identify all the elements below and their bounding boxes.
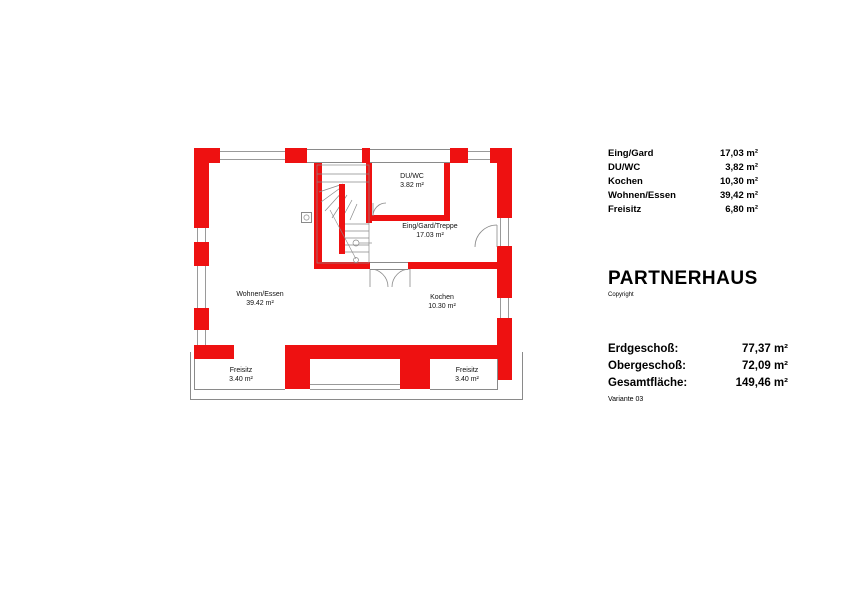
area-total-value: 72,09 m² [741,360,788,372]
plan-outline-right-lower [522,352,523,400]
plan-outline-bottom [190,399,523,400]
wall-right-mid [497,246,512,298]
window-top-left [220,151,285,160]
wall-top-thin-2-outer [370,149,450,150]
window-left-mid [197,266,206,308]
wall-hall-bottom-right [408,262,497,269]
area-total-label: Gesamtfläche: [608,377,688,389]
wall-terrace-divider-right [400,345,430,389]
area-total-row [608,360,818,377]
staircase [316,164,372,266]
window-left-lower [197,330,206,345]
terrace-right-bottom-line [430,389,498,390]
room-label-freisitz-right: Freisitz 3.40 m² [455,367,479,383]
room-schedule-row [608,204,808,218]
room-schedule-label: Wohnen/Essen [608,190,676,201]
room-schedule-value: 10,30 m² [719,176,758,187]
wall-bottom-right [430,345,497,359]
copyright-notice: Copyright [608,292,634,298]
terrace-left-rail [310,384,400,390]
room-schedule-value: 3,82 m² [725,162,758,173]
wall-top-left-corner [194,148,220,163]
area-total-value: 149,46 m² [735,377,788,389]
room-schedule-value: 17,03 m² [719,148,758,159]
floor-plan-drawing [190,140,530,400]
area-total-label: Erdgeschoß: [608,343,679,355]
room-schedule-row [608,190,808,204]
wall-bottom-mid [310,345,400,359]
window-top-right [468,151,490,160]
area-total-row [608,377,818,394]
wall-top-thin-2-inner [370,162,450,163]
area-total-row [608,343,818,360]
room-label-duwc: DU/WC 3.82 m² [400,173,424,189]
plan-outline-left-lower [190,352,191,400]
room-schedule [608,148,808,218]
room-schedule-row [608,148,808,162]
room-label-freisitz-left: Freisitz 3.40 m² [229,367,253,383]
window-left-upper [197,228,206,242]
room-schedule-value: 39,42 m² [719,190,758,201]
room-schedule-label: Freisitz [608,204,642,215]
wall-top-pier-1 [285,148,307,163]
room-schedule-label: Eing/Gard [608,148,654,159]
terrace-left-side-line [194,359,195,389]
variant-label: Variante 03 [608,396,644,403]
terrace-left-bottom-line [194,389,285,390]
page-title: PARTNERHAUS [608,268,758,289]
room-label-wohnen-essen: Wohnen/Essen 39.42 m² [236,291,284,307]
wall-bottom-left-corner [194,345,234,359]
room-label-eingang: Eing/Gard/Treppe 17.03 m² [402,223,458,239]
wall-terrace-divider-left [285,345,310,389]
wall-top-pier-3 [450,148,468,163]
double-door-swing [368,269,412,289]
room-schedule-row [608,176,808,190]
wall-left-upper [194,163,209,228]
room-schedule-row [608,162,808,176]
opening-hall-top [370,262,408,263]
duwc-door-swing [372,202,390,218]
area-totals [608,343,818,394]
wall-top-right-corner [490,148,512,163]
wall-left-lower-pier [194,308,209,330]
area-total-label: Obergeschoß: [608,360,686,372]
wall-right-upper [497,163,512,218]
wall-top-thin-1-outer [307,149,362,150]
fixture-cabinet-symbol [302,213,311,222]
brand-block [608,268,818,299]
wall-left-mid-pier [194,242,209,266]
window-right-mid [500,298,509,318]
room-schedule-label: Kochen [608,176,643,187]
area-total-value: 77,37 m² [741,343,788,355]
stair-direction-marker [350,237,374,249]
room-label-kochen: Kochen 10.30 m² [428,294,456,310]
window-right-upper [500,218,509,246]
room-schedule-value: 6,80 m² [725,204,758,215]
room-schedule-label: DU/WC [608,162,641,173]
wall-top-pier-2 [362,148,370,163]
